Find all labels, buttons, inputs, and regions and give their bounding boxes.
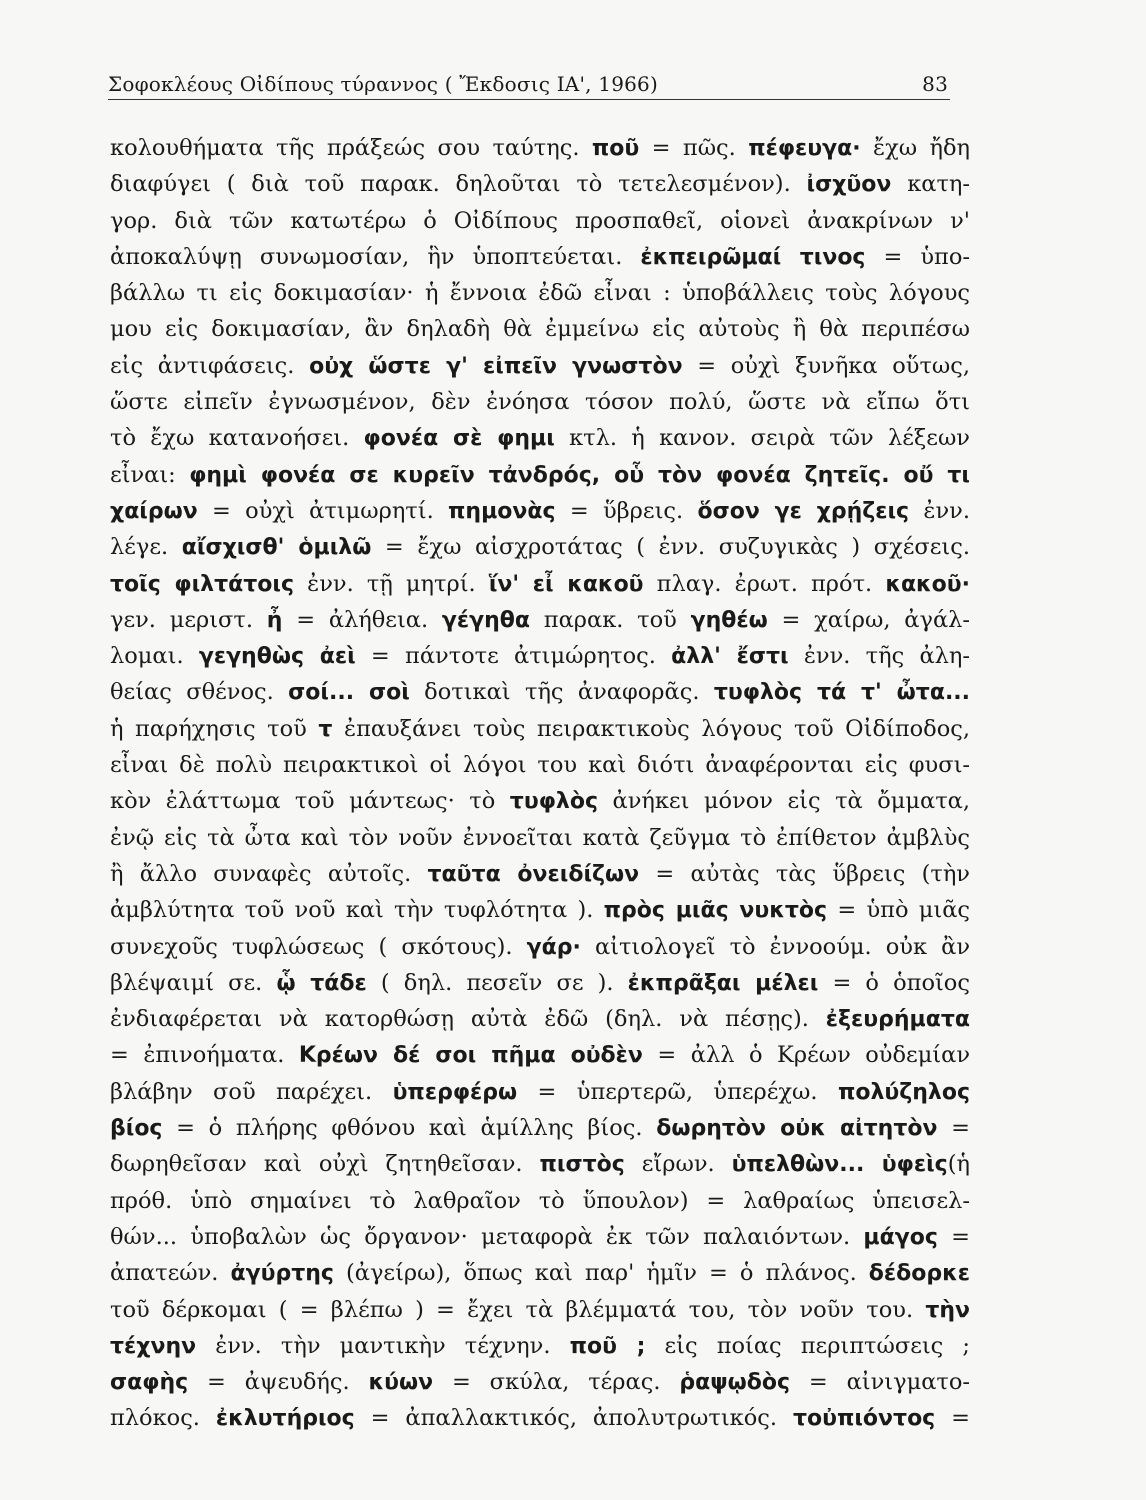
gloss-text: εἴρων. (624, 1151, 732, 1178)
gloss-text: θών... ὑποβαλὼν ὡς ὄργανον· μεταφορὰ ἐκ τῶν παλαιόντων. (110, 1223, 864, 1250)
lemma-term: κύων (368, 1370, 434, 1396)
commentary-text (110, 130, 970, 1437)
gloss-text: βλάβην σοῦ παρέχει. (110, 1078, 393, 1105)
gloss-text: = (937, 1223, 970, 1250)
gloss-text: εἰς ποίας περιπτώσεις ; (645, 1332, 970, 1359)
gloss-text: = αὐτὰς τὰς ὕβρεις (τὴν (639, 860, 970, 887)
gloss-text: διαφύγει ( διὰ τοῦ παρακ. δηλοῦται τὸ τετελεσμένον). (110, 171, 807, 198)
text-line (110, 166, 970, 202)
lemma-term: ὑπερφέρω (392, 1079, 518, 1105)
gloss-text: = (937, 1115, 970, 1142)
gloss-text: παρακ. τοῦ (530, 606, 691, 633)
gloss-text: = ὑπο- (865, 243, 970, 270)
text-line (110, 1110, 970, 1146)
running-header (108, 62, 950, 96)
text-line (110, 1001, 970, 1037)
lemma-term: τυφλὸς (509, 789, 598, 815)
gloss-text: ἐνν. (909, 497, 970, 524)
gloss-text: = ἀψευδής. (188, 1369, 369, 1396)
gloss-text: = ἀλήθεια. (282, 606, 442, 633)
lemma-term: ταῦτα ὀνειδίζων (427, 861, 640, 887)
gloss-text: ἐνν. τῆς ἀλη- (788, 643, 970, 670)
text-line (110, 965, 970, 1001)
gloss-text: = αἰνιγματο- (790, 1369, 970, 1396)
lemma-term: πολύζηλος (837, 1079, 970, 1105)
lemma-term: ἦ (266, 607, 283, 633)
gloss-text: λομαι. (110, 643, 199, 670)
text-line (110, 1037, 970, 1073)
gloss-text: = ὑπερτερῶ, ὑπερέχω. (517, 1078, 838, 1105)
text-line (110, 420, 970, 456)
text-line (110, 275, 970, 311)
lemma-term: ποῦ (591, 136, 640, 161)
text-line (110, 856, 970, 892)
lemma-term: σαφὴς (110, 1370, 189, 1396)
gloss-text: εἶναι: (110, 461, 190, 488)
text-line (110, 783, 970, 819)
gloss-text: = οὐχὶ ξυνῆκα οὕτως, (682, 352, 970, 379)
lemma-term: ἐκλυτήριος (215, 1406, 355, 1432)
lemma-term: ὑπελθὼν... ὑφεὶς (731, 1152, 948, 1178)
text-line (110, 674, 970, 710)
gloss-text: κολουθήματα τῆς πράξεώς σου ταύτης. (110, 135, 592, 161)
lemma-term: φημὶ φονέα σε κυρεῖν τἀνδρός, οὗ τὸν φονέα ζητεῖς. οὔ τι (189, 462, 970, 488)
lemma-term: δέδορκε (868, 1261, 970, 1287)
lemma-term: Κρέων δέ σοι πῆμα οὐδὲν (298, 1043, 643, 1069)
gloss-text: (ἡ (947, 1151, 970, 1178)
gloss-text: συνεχοῦς τυφλώσεως ( σκότους). (110, 933, 527, 960)
gloss-text: τοῦ δέρκομαι ( = βλέπω ) = ἔχει τὰ βλέμματά του, τὸν νοῦν του. (110, 1296, 926, 1323)
text-line (110, 239, 970, 275)
gloss-text: πλόκος. (110, 1405, 216, 1432)
lemma-term: σοί... σοὶ (288, 680, 410, 706)
gloss-text: κατη- (891, 171, 970, 198)
gloss-text: τὸ ἔχω κατανοήσει. (110, 425, 364, 452)
gloss-text: = ὁ ὁποῖος (818, 969, 970, 996)
text-line (110, 203, 970, 239)
gloss-text: λέγε. (110, 534, 182, 561)
gloss-text: ἐπαυξάνει τοὺς πειρακτικοὺς λόγους τοῦ Οἰδίποδος, (332, 715, 970, 742)
gloss-text: = ὑπὸ μιᾶς (827, 897, 970, 924)
lemma-term: πρὸς μιᾶς νυκτὸς (603, 898, 828, 924)
gloss-text: βάλλω τι εἰς δοκιμασίαν· ἡ ἔννοια ἐδῶ εἶναι : ὑποβάλλεις τοὺς λόγους (110, 280, 970, 307)
gloss-text: βλέψαιμί σε. (110, 969, 277, 996)
text-line (110, 602, 970, 638)
text-line (110, 493, 970, 529)
gloss-text: ἀπατεών. (110, 1260, 231, 1287)
lemma-term: ἀγύρτης (230, 1261, 334, 1287)
lemma-term: ῥαψῳδὸς (679, 1370, 791, 1396)
text-line (110, 1292, 970, 1328)
gloss-text: γεν. μεριστ. (110, 606, 267, 633)
lemma-term: κακοῦ· (885, 571, 970, 597)
gloss-text: = ἔχω αἰσχροτάτας ( ἐνν. συζυγικὰς ) σχέσεις. (371, 534, 970, 561)
text-line (110, 1400, 970, 1436)
gloss-text: (ἀγείρω), ὅπως καὶ παρ' ἡμῖν = ὁ πλάνος. (333, 1260, 869, 1287)
lemma-term: τ (318, 716, 333, 742)
header-rule (108, 99, 950, 100)
gloss-text: εἰς ἀντιφάσεις. (110, 352, 310, 379)
lemma-term: τοῖς φιλτάτοις (110, 571, 295, 597)
lemma-term: βίος (110, 1116, 163, 1142)
gloss-text: αἰτιολογεῖ τὸ ἐννοούμ. οὐκ ἂν (580, 933, 970, 960)
gloss-text: ἀμβλύτητα τοῦ νοῦ καὶ τὴν τυφλότητα ). (110, 897, 604, 924)
gloss-text: ἀποκαλύψῃ συνωμοσίαν, ἣν ὑποπτεύεται. (110, 243, 641, 270)
gloss-text: μου εἰς δοκιμασίαν, ἂν δηλαδὴ θὰ ἐμμείνω εἰς αὐτοὺς ἢ θὰ περιπέσω (110, 316, 970, 343)
lemma-term: αἴσχισθ' ὁμιλῶ (181, 535, 372, 561)
text-line (110, 566, 970, 602)
text-line (110, 1183, 970, 1219)
lemma-term: χαίρων (110, 498, 198, 524)
text-line (110, 1364, 970, 1400)
lemma-term: φονέα σὲ φημι (363, 426, 555, 452)
text-line (110, 711, 970, 747)
text-line (110, 638, 970, 674)
gloss-text: = σκύλα, τέρας. (433, 1369, 680, 1396)
gloss-text: ἐνν. τῇ μητρί. (294, 570, 489, 597)
gloss-text: = ὁ πλήρης φθόνου καὶ ἁμίλλης βίος. (162, 1115, 657, 1142)
lemma-term: πιστὸς (539, 1152, 625, 1178)
gloss-text: ἀνήκει μόνον εἰς τὰ ὄμματα, (597, 788, 970, 815)
lemma-term: οὐχ ὥστε γ' εἰπεῖν γνωστὸν (309, 353, 683, 379)
lemma-term: ἵν' εἶ κακοῦ (488, 571, 644, 597)
gloss-text: = πάντοτε ἀτιμώρητος. (355, 643, 672, 670)
lemma-term: πημονὰς (448, 498, 556, 524)
page-number: 83 (922, 72, 948, 96)
text-line (110, 1328, 970, 1364)
gloss-text: γορ. διὰ τῶν κατωτέρω ὁ Οἰδίπους προσπαθεῖ, οἱονεὶ ἀνακρίνων ν' (110, 207, 970, 234)
gloss-text: ἐνν. τὴν μαντικὴν τέχνην. (196, 1332, 570, 1359)
gloss-text: ἡ παρήχησις τοῦ (110, 715, 319, 742)
lemma-term: γεγηθὼς ἀεὶ (198, 644, 356, 670)
text-line (110, 311, 970, 347)
gloss-text: πλαγ. ἐρωτ. πρότ. (643, 570, 886, 597)
lemma-term: ἀλλ' ἔστι (671, 644, 789, 670)
text-line (110, 1146, 970, 1182)
gloss-text: = ἀπαλλακτικός, ἀπολυτρωτικός. (354, 1405, 793, 1432)
lemma-term: ἰσχῦον (806, 172, 892, 198)
lemma-term: ἐξευρήματα (825, 1007, 970, 1033)
gloss-text: = ὕβρεις. (555, 497, 698, 524)
gloss-text: = ἐπινοήματα. (110, 1042, 299, 1069)
lemma-term: ᾧ τάδε (276, 970, 367, 996)
gloss-text: δωρηθεῖσαν καὶ οὐχὶ ζητηθεῖσαν. (110, 1151, 540, 1178)
lemma-term: τὴν (925, 1297, 970, 1323)
lemma-term: γάρ· (526, 934, 581, 960)
text-line (110, 457, 970, 493)
lemma-term: τέχνην (110, 1333, 197, 1359)
lemma-term: γηθέω (690, 607, 768, 633)
text-line (110, 1219, 970, 1255)
lemma-term: γέγηθα (441, 607, 531, 633)
gloss-text: πρόθ. ὑπὸ σημαίνει τὸ λαθραῖον τὸ ὕπουλον) = λαθραίως ὑπεισελ- (110, 1187, 970, 1214)
gloss-text: = χαίρω, ἀγάλ- (767, 606, 970, 633)
text-line (110, 529, 970, 565)
lemma-term: δωρητὸν οὐκ αἰτητὸν (656, 1116, 938, 1142)
gloss-text: θείας σθένος. (110, 679, 289, 706)
text-line (110, 348, 970, 384)
gloss-text: ἢ ἄλλο συναφὲς αὐτοῖς. (110, 860, 428, 887)
text-line (110, 1255, 970, 1291)
lemma-term: ἐκπρᾶξαι μέλει (627, 970, 819, 996)
lemma-term: τοὐπιόντος (792, 1406, 936, 1432)
gloss-text: ( δηλ. πεσεῖν σε ). (366, 969, 628, 996)
gloss-text: ἐνδιαφέρεται νὰ κατορθώσῃ αὐτὰ ἐδῶ (δηλ. νὰ πέσῃς). (110, 1006, 826, 1033)
lemma-term: ποῦ ; (569, 1333, 646, 1359)
text-line (110, 929, 970, 965)
gloss-text: δοτικαὶ τῆς ἀναφορᾶς. (409, 679, 714, 706)
gloss-text: ἔχω ἤδη (860, 135, 970, 161)
gloss-text: ἐνῷ εἰς τὰ ὦτα καὶ τὸν νοῦν ἐννοεῖται κατὰ ζεῦγμα τὸ ἐπίθετον ἀμβλὺς (110, 824, 970, 851)
text-line (110, 1074, 970, 1110)
running-title: Σοφοκλέους Οἰδίπους τύραννος ( Ἔκδοσις ΙΑ', 1966) (108, 72, 658, 96)
text-line (110, 384, 970, 420)
gloss-text: = ἀλλ ὁ Κρέων οὐδεμίαν (642, 1042, 970, 1069)
lemma-term: πέφευγα· (748, 136, 861, 161)
lemma-term: τυφλὸς τά τ' ὦτα... (713, 680, 970, 706)
gloss-text: εἶναι δὲ πολὺ πειρακτικοὶ οἱ λόγοι του καὶ διότι ἀναφέρονται εἰς φυσι- (110, 752, 970, 779)
lemma-term: μάγος (863, 1224, 938, 1250)
gloss-text: κτλ. ἡ κανον. σειρὰ τῶν λέξεων (554, 425, 970, 452)
gloss-text: ὥστε εἰπεῖν ἐγνωσμένον, δὲν ἐνόησα τόσον πολύ, ὥστε νὰ εἴπω ὅτι (110, 389, 970, 416)
gloss-text: κὸν ἐλάττωμα τοῦ μάντεως· τὸ (110, 788, 510, 815)
text-line (110, 130, 970, 166)
lemma-term: ὅσον γε χρῄζεις (697, 498, 910, 524)
gloss-text: = οὐχὶ ἀτιμωρητί. (197, 497, 449, 524)
gloss-text: = πῶς. (639, 135, 749, 161)
text-line (110, 747, 970, 783)
lemma-term: ἐκπειρῶμαί τινος (640, 244, 866, 270)
text-line (110, 820, 970, 856)
text-line (110, 892, 970, 928)
gloss-text: = (935, 1405, 970, 1432)
